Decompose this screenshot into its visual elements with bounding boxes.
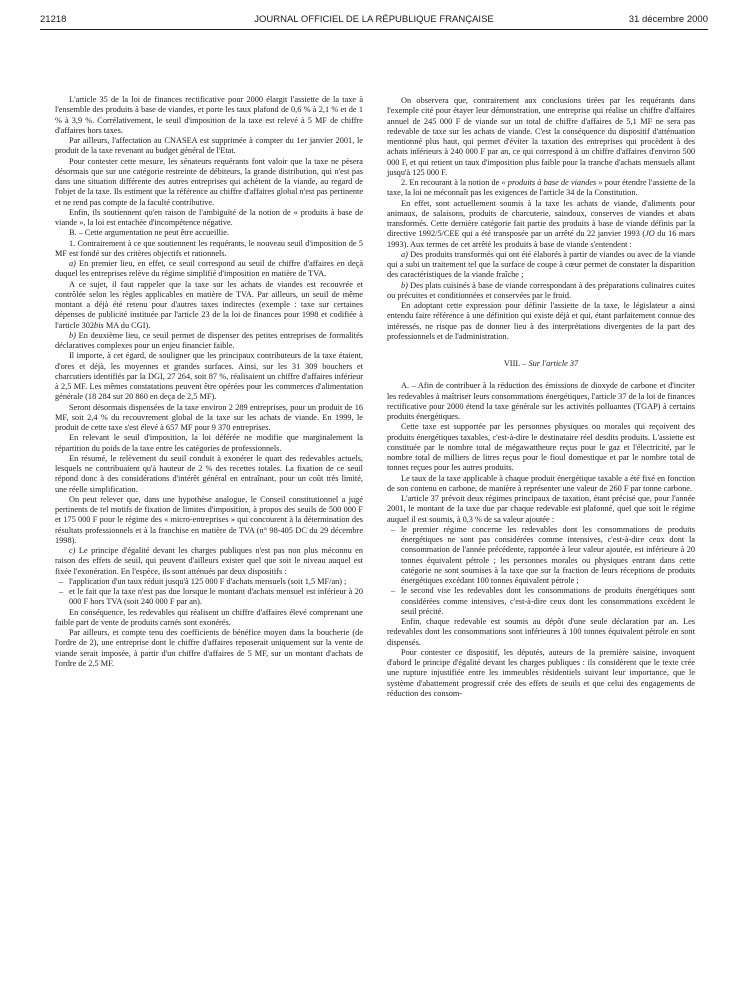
paragraph: [55, 259, 363, 280]
paragraph: On peut relever que, dans une hypothèse analogue, le Conseil constitutionnel a jugé pertinents de tel motifs de fixation de limites d'imposition, à propos des seuils de 500 000 F et 175 000 F pour le régime des « micro-entreprises » qui concourent à la détermination des résultats professionnels et à la franchise en matière de TVA (n° 98-405 DC du 29 décembre 1998).: [55, 494, 363, 545]
paragraph-text: Des plats cuisinés à base de viande correspondant à des préparations culinaires cuites ou précuites et conditionnées et conservées par le froid.: [387, 280, 695, 300]
issue-date: 31 décembre 2000: [628, 14, 708, 25]
paragraph: [387, 178, 695, 199]
list-item: – le premier régime concerne les redevables dont les consommations de produits énergétiques ne sont pas considérées comme intensives, c'est-à-dire ceux dont la consommation de l'année précédente, rapportée à leur valeur ajoutée, est inférieure à 20 tonnes équivalent pétrole ; les personnes morales ou physiques entrant dans cette catégorie ne sont soumises à la taxe que sur la fraction de leurs réceptions de produits énergétiques excédant 100 tonnes équivalent pétrole ;: [391, 524, 695, 585]
dash-list: [387, 525, 695, 617]
paragraph: [387, 281, 695, 302]
paragraph: [387, 250, 695, 281]
list-item: – le second vise les redevables dont les consommations de produits énergétiques sont considérées comme intensives, c'est-à-dire ceux dont les consommations excèdent le seuil précité.: [391, 586, 695, 616]
paragraph: En adoptant cette expression pour définir l'assiette de la taxe, le législateur a ainsi entendu faire référence à une définition qui existe déjà et qui, étant parfaitement connue des intéressés, ne risque pas de donner lieu à des interprétations divergentes de la part des professionnels et de l'administration.: [387, 301, 695, 341]
paragraph: L'article 35 de la loi de finances rectificative pour 2000 élargit l'assiette de la taxe à l'ensemble des produits à base de viandes, et porte les taux plafond de 0,6 % à 2,1 % et de 1 % à 3,9 %. Corrélativement, le seuil d'imposition de la taxe est relevé à 5 MF de chiffre d'affaires hors taxes.: [55, 95, 363, 135]
journal-title: JOURNAL OFFICIEL DE LA RÉPUBLIQUE FRANÇAISE: [254, 14, 494, 25]
paragraph: Le taux de la taxe applicable à chaque produit énergétique taxable a été fixé en fonction de son contenu en carbone, de manière à représenter une valeur de 260 F par tonne carbone.: [387, 473, 695, 493]
paragraph-text: 2. En recourant à la notion de: [401, 178, 500, 187]
list-item-text: l'application d'un taux réduit jusqu'à 125 000 F d'achats mensuels (soit 1,5 MF/an) ;: [69, 576, 347, 586]
paragraph: En résumé, le relèvement du seuil conduit à exonérer le quart des redevables actuels, lesquels ne contribuaient qu'à hauteur de 2 % des recettes totales. La fixation de ce seuil répond donc à des considérations d'intérêt général en entraînant, pour un coût très limité, une réelle simplification.: [55, 453, 363, 494]
paragraph: A. – Afin de contribuer à la réduction des émissions de dioxyde de carbone et d'inciter les redevables à maîtriser leurs consommations énergétiques, l'article 37 de la loi de finances rectificative pour 2000 étend la taxe générale sur les activités polluantes (TGAP) à certains produits énergétiques.: [387, 381, 695, 421]
paragraph: En conséquence, les redevables qui réalisent un chiffre d'affaires élevé comprenant une faible part de vente de produits carnés sont exonérés.: [55, 607, 363, 627]
paragraph: 1. Contrairement à ce que soutiennent les requérants, le nouveau seuil d'imposition de 5 MF est fondé sur des critères objectifs et rationnels.: [55, 238, 363, 258]
paragraph: L'article 37 prévoit deux régimes principaux de taxation, étant précisé que, pour l'année 2001, le montant de la taxe due par chaque redevable est plafonné, quel que soit le régime auquel il est soumis, à 0,3 % de sa valeur ajoutée :: [387, 494, 695, 524]
left-column: [55, 95, 363, 669]
list-item-text: le second vise les redevables dont les consommations de produits énergétiques sont considérées comme intensives, c'est-à-dire ceux dont les consommations excèdent le seuil précité.: [401, 586, 695, 616]
list-item: – l'application d'un taux réduit jusqu'à 125 000 F d'achats mensuels (soit 1,5 MF/an) ;: [59, 576, 347, 586]
paragraph: [55, 280, 363, 331]
paragraph-text: En effet, sont actuellement soumis à la taxe les achats de viande, d'aliments pour animaux, de salaisons, produits de charcuterie, saindoux, conserves de viandes et abats transformés. Cette dernière catégorie fait partie des produits à base de viande définis par la directive 1992/5/CEE qui a été transposée par un arrêté du 22 janvier 1993 (: [387, 198, 695, 239]
list-item: – et le fait que la taxe n'est pas due lorsque le montant d'achats mensuel est inférieur à 20 000 F hors TVA (soit 240 000 F par an).: [59, 587, 363, 607]
paragraph: [55, 546, 363, 577]
paragraph: Il importe, à cet égard, de souligner que les principaux contributeurs de la taxe étaient, d'ores et déjà, les moyennes et grandes surfaces. Ainsi, sur les 31 309 bouchers et charcutiers identifiés par la DGI, 27 264, soit 87 %, réalisaient un chiffre d'affaires inférieur à 2,5 MF. Les mêmes constatations peuvent être opérées pour les commerces d'alimentation générale (18 284 sur 20 860 en deça de 2,5 MF).: [55, 351, 363, 402]
paragraph-text: Le principe d'égalité devant les charges publiques n'est pas non plus méconnu en raison des effets de seuil, qui peuvent d'ailleurs exister quel que soit le niveau auquel est fixée l'exonération. En l'espèce, ils sont atténués par deux dispositifs :: [55, 546, 363, 576]
list-label: c): [69, 546, 76, 555]
paragraph-text: En deuxième lieu, ce seuil permet de dispenser des petites entreprises de formalités déclaratives complexes pour un enjeu financier faible.: [55, 330, 363, 350]
paragraph: Enfin, chaque redevable est soumis au dépôt d'une seule déclaration par an. Les redevables dont les consommations sont inférieures à 100 tonnes équivalent pétrole en sont dispensés.: [387, 617, 695, 647]
paragraph: Par ailleurs, et compte tenu des coefficients de bénéfice moyen dans la boucherie (de l'ordre de 2), une entreprise dont le chiffre d'affaires reposerait uniquement sur la vente de viande serait imposée, à partir d'un chiffre d'affaires de 5 MF, sur un montant d'achats de l'ordre de 2,5 MF.: [55, 628, 363, 668]
paragraph: Cette taxe est supportée par les personnes physiques ou morales qui reçoivent des produits énergétiques taxables, c'est-à-dire le destinataire réel desdits produits. L'assiette est constituée par le nombre total de mégawattheure reçus pour le gaz et l'électricité, par le nombre total de milliers de litres reçus pour le fioul domestique et par le nombre total de tonnes reçues pour les autres produits.: [387, 422, 695, 473]
bis-suffix: bis: [94, 320, 104, 330]
paragraph-text: En premier lieu, en effet, ce seuil correspond au seuil de chiffre d'affaires en deçà duquel les entreprises relève du régime simplifié d'imposition en matière de TVA.: [55, 259, 363, 279]
paragraph: B. – Cette argumentation ne peut être accueillie.: [69, 228, 229, 238]
paragraph: Pour contester cette mesure, les sénateurs requérants font valoir que la taxe ne pèsera désormais que sur une catégorie restreinte de débiteurs, la grande distribution, qui n'est pas dans une situation différente des autres entreprises qui achètent de la viande, au regard de l'objet de la taxe. Ils estiment que la référence au chiffre d'affaires global n'est pas pertinente et ne rend pas compte de la faculté contributive.: [55, 156, 363, 207]
paragraph: [387, 199, 695, 250]
paragraph-text: du 16 mars 1993). Aux termes de cet arrêté les produits à base de viande s'entendent :: [387, 229, 695, 249]
paragraph-text: MA du CGI).: [105, 320, 151, 330]
paragraph: [55, 331, 363, 352]
paragraph: Enfin, ils soutiennent qu'en raison de l'ambiguïté de la notion de « produits à base de viande », la loi est entachée d'incompétence négative.: [55, 207, 363, 227]
section-heading: [387, 359, 695, 369]
list-label: b): [69, 330, 76, 340]
page-number: 21218: [40, 14, 67, 25]
jo-abbrev: JO: [645, 229, 655, 239]
section-number: VIII. –: [503, 359, 527, 368]
paragraph: On observera que, contrairement aux conclusions tirées par les requérants dans l'exemple cité pour étayer leur démonstration, une entreprise qui réalise un chiffre d'affaires annuel de 245 000 F de viande sur un total de chiffre d'affaires de 5,1 MF ne sera pas redevable de taxe sur les achats de viande. C'est la conséquence du dispositif d'atténuation mentionné plus haut, qui permet d'éviter la taxation des entreprises qui procèdent à des achats inférieurs à 240 000 F par an, ce qui correspond à un chiffre d'affaires d'environ 500 000 F, et qui retient un taux d'imposition plus faible pour la tranche d'achats mensuels allant jusqu'à 125 000 F.: [387, 96, 695, 177]
right-column: [387, 96, 695, 699]
paragraph-text: pour étendre l'assiette de la taxe, la loi ne méconnaît pas les exigences de l'article 34 de la Constitution.: [387, 178, 695, 198]
paragraph: En relevant le seuil d'imposition, la loi déférée ne modifie que marginalement la répartition du poids de la taxe entre les catégories de professionnels.: [55, 433, 363, 453]
list-item-text: et le fait que la taxe n'est pas due lorsque le montant d'achats mensuel est inférieur à 20 000 F hors TVA (soit 240 000 F par an).: [69, 587, 363, 607]
dash-list: [55, 577, 363, 608]
header-rule: [40, 29, 708, 30]
paragraph-text: A ce sujet, il faut rappeler que la taxe sur les achats de viandes est recouvrée et contrôlée selon les règles applicables en matière de TVA. Par ailleurs, un seuil de même montant a déjà été retenu pour d'autres taxes indirectes (exemple : taxe sur certaines dépenses de publicité instituée par l'article 23 de la loi de finances pour 1998 et codifiée à l'article 302: [55, 279, 363, 330]
paragraph: Seront désormais dispensées de la taxe environ 2 289 entreprises, pour un produit de 16 MF, soit 2,4 % du recouvrement global de la taxe sur les achats de viande. En 1999, le produit de cette taxe s'est élevé à 657 MF pour 9 370 entreprises.: [55, 402, 363, 432]
list-item-text: le premier régime concerne les redevables dont les consommations de produits énergétiques ne sont pas considérées comme intensives, c'est-à-dire ceux dont la consommation de l'année précédente, rapportée à leur valeur ajoutée, est inférieure à 20 tonnes équivalent pétrole ; les personnes morales ou physiques entrant dans cette catégorie ne sont soumises à la taxe que sur la fraction de leurs réceptions de produits énergétiques excédant 100 tonnes équivalent pétrole ;: [401, 524, 695, 585]
quoted-term: « produits à base de viandes »: [501, 178, 603, 187]
list-label: b): [401, 280, 408, 290]
paragraph: Pour contester ce dispositif, les députés, auteurs de la première saisine, invoquent d'abord le principe d'égalité devant les charges publiques : ils considèrent que le texte crée une rupture injustifiée entre les immeubles résidentiels suivant leur importance, que le système d'abattement progressif crée des effets de seuils et que celui des engagements de réduction des consom-: [387, 647, 695, 698]
paragraph: Par ailleurs, l'affectation au CNASEA est supprimée à compter du 1er janvier 2001, le produit de la taxe revenant au budget général de l'Etat.: [55, 136, 363, 156]
list-label: a): [401, 249, 408, 259]
section-title: Sur l'article 37: [528, 359, 579, 368]
list-label: a): [69, 259, 76, 268]
page-header: [40, 14, 708, 30]
paragraph-text: Des produits transformés qui ont été élaborés à partir de viandes ou avec de la viande qui a subi un traitement tel que la surface de coupe à cœur permet de constater la disparition des caractéristiques de la viande fraîche ;: [387, 249, 696, 280]
